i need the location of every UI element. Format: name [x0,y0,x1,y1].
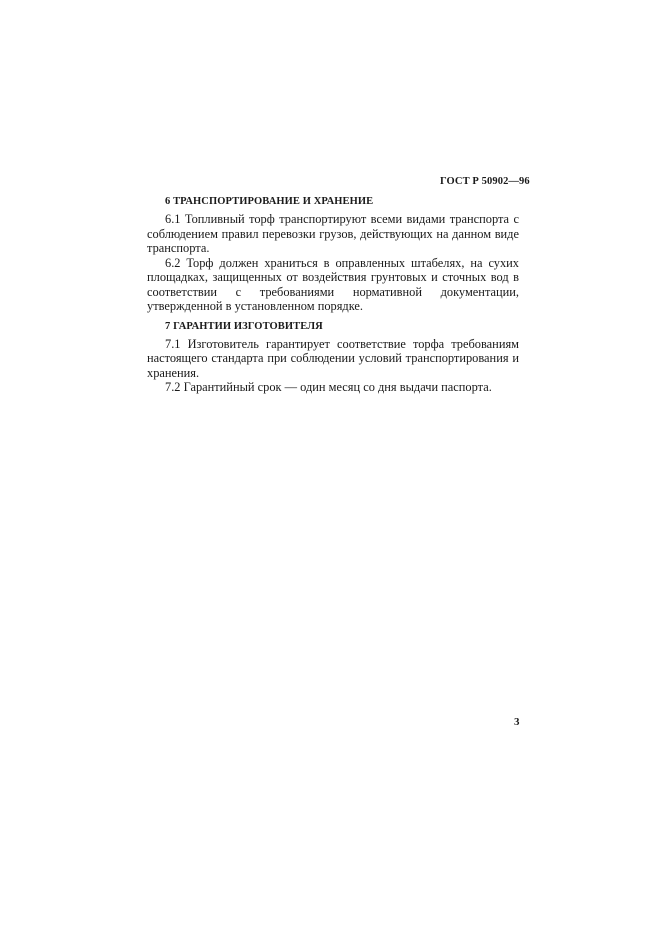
section-6 [147,196,519,314]
paragraph-7-2: 7.2 Гарантийный срок — один месяц со дня выдачи паспорта. [165,380,492,394]
document-body [147,196,519,395]
paragraph-7-1: 7.1 Изготовитель гарантирует соответствие торфа требованиям настоящего стандарта при соблюдении условий транспортирования и хранения. [147,336,519,380]
document-code: ГОСТ Р 50902—96 [440,176,530,187]
page-number: 3 [514,716,520,728]
section-heading: 6 ТРАНСПОРТИРОВАНИЕ И ХРАНЕНИЕ [165,196,374,207]
paragraph-6-1: 6.1 Топливный торф транспортируют всеми видами транспорта с соблюдением правил перевозки грузов, действующих на данном виде транспорта. [147,212,519,255]
section-heading: 7 ГАРАНТИИ ИЗГОТОВИТЕЛЯ [165,320,323,332]
section-7 [147,321,519,395]
paragraph-6-2: 6.2 Торф должен храниться в оправленных штабелях, на сухих площадках, защищенных от воздействия грунтовых и сточных вод в соответствии с требованиями нормативной документации, утвержденной в установленном порядке. [147,255,519,313]
